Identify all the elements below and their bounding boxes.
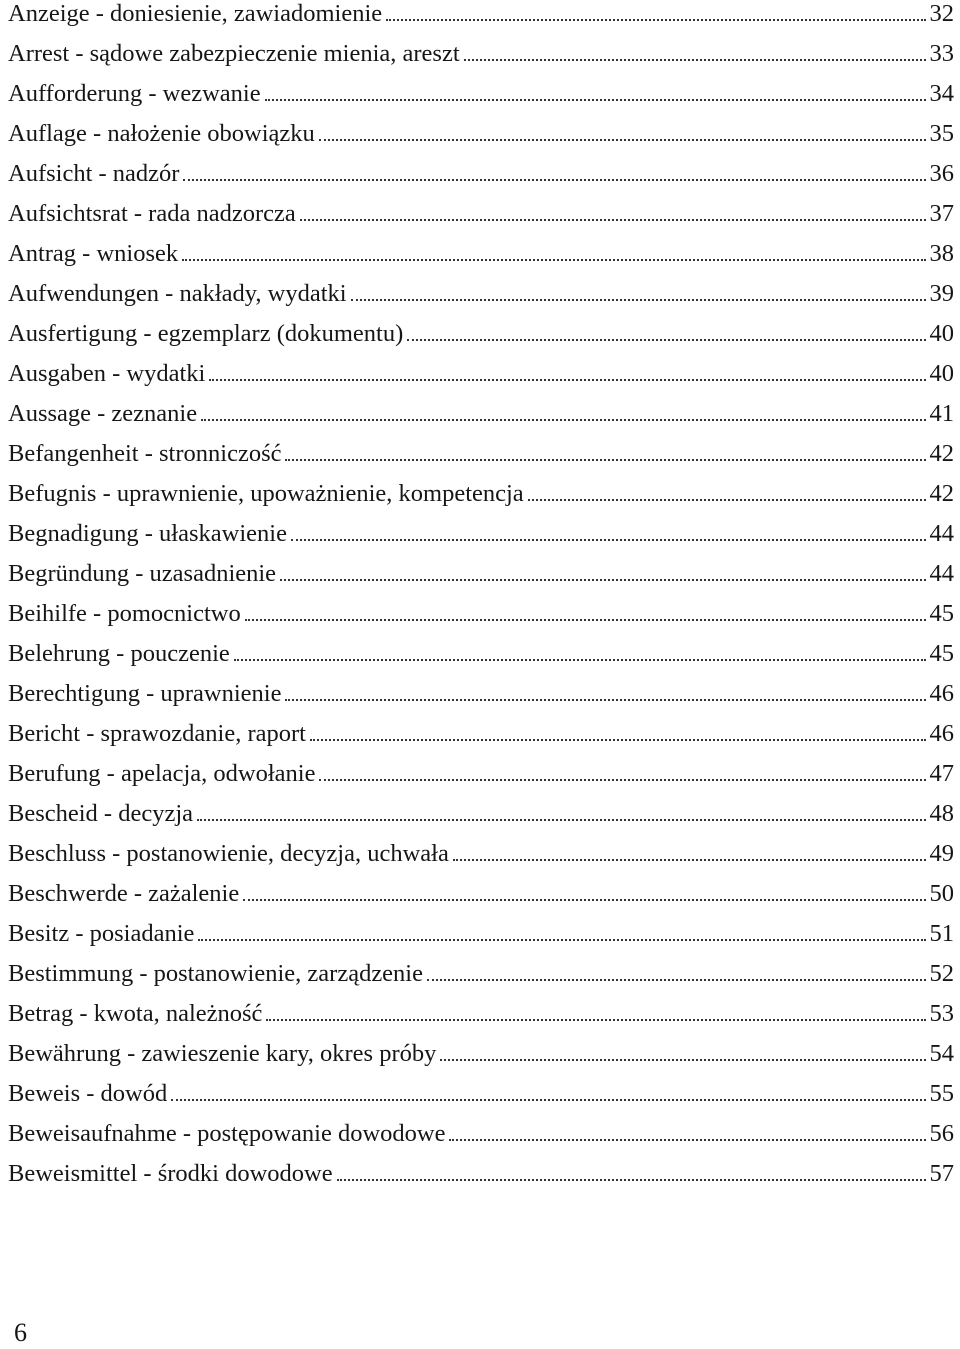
toc-entry xyxy=(8,520,954,560)
toc-entry xyxy=(8,720,954,760)
toc-entry xyxy=(8,880,954,920)
dot-leader xyxy=(171,1099,925,1101)
toc-entry-page-number: 45 xyxy=(929,600,954,627)
toc-entry xyxy=(8,400,954,440)
dot-leader xyxy=(234,659,926,661)
dot-leader xyxy=(280,579,925,581)
dot-leader xyxy=(319,779,925,781)
toc-entry-page-number: 41 xyxy=(929,400,954,427)
toc-entry xyxy=(8,280,954,320)
toc-entry xyxy=(8,1080,954,1120)
toc-entry-page-number: 47 xyxy=(929,760,954,787)
toc-entry-title: Besitz - posiadanie xyxy=(8,920,195,947)
dot-leader xyxy=(183,179,925,181)
dot-leader xyxy=(285,459,925,461)
toc-entry-page-number: 44 xyxy=(929,520,954,547)
toc-entry-title: Beweis - dowód xyxy=(8,1080,168,1107)
toc-entry-page-number: 51 xyxy=(929,920,954,947)
toc-entry-title: Befugnis - uprawnienie, upoważnienie, kompetencja xyxy=(8,480,524,507)
toc-entry-title: Anzeige - doniesienie, zawiadomienie xyxy=(8,0,383,27)
toc-entry xyxy=(8,760,954,800)
toc-entry-title: Betrag - kwota, należność xyxy=(8,1000,263,1027)
toc-entry-title: Bericht - sprawozdanie, raport xyxy=(8,720,306,747)
dot-leader xyxy=(209,379,925,381)
dot-leader xyxy=(440,1059,925,1061)
toc-entry xyxy=(8,80,954,120)
dot-leader xyxy=(528,499,926,501)
toc-entry xyxy=(8,800,954,840)
toc-entry xyxy=(8,240,954,280)
toc-entry xyxy=(8,480,954,520)
toc-entry-title: Beschwerde - zażalenie xyxy=(8,880,240,907)
toc-entry xyxy=(8,600,954,640)
toc-entry xyxy=(8,0,954,40)
dot-leader xyxy=(198,939,925,941)
toc-entry-page-number: 55 xyxy=(929,1080,954,1107)
toc-entry-page-number: 38 xyxy=(929,240,954,267)
dot-leader xyxy=(319,139,926,141)
toc-entry xyxy=(8,920,954,960)
toc-entry-title: Belehrung - pouczenie xyxy=(8,640,230,667)
toc-entry-title: Befangenheit - stronniczość xyxy=(8,440,282,467)
toc-entry-page-number: 42 xyxy=(929,440,954,467)
dot-leader xyxy=(449,1139,925,1141)
dot-leader xyxy=(427,979,926,981)
toc-entry-page-number: 34 xyxy=(929,80,954,107)
toc-entry xyxy=(8,1160,954,1200)
dot-leader xyxy=(285,699,925,701)
dot-leader xyxy=(243,899,925,901)
toc-entry xyxy=(8,680,954,720)
toc-entry-title: Beschluss - postanowienie, decyzja, uchwała xyxy=(8,840,449,867)
toc-entry-page-number: 37 xyxy=(929,200,954,227)
toc-entry-title: Berechtigung - uprawnienie xyxy=(8,680,282,707)
toc-entry xyxy=(8,640,954,680)
dot-leader xyxy=(386,19,925,21)
toc-entry-page-number: 42 xyxy=(929,480,954,507)
dot-leader xyxy=(351,299,926,301)
toc-entry-title: Begründung - uzasadnienie xyxy=(8,560,277,587)
toc-entry-page-number: 57 xyxy=(929,1160,954,1187)
dot-leader xyxy=(337,1179,926,1181)
toc-entry-page-number: 35 xyxy=(929,120,954,147)
toc-entry-page-number: 40 xyxy=(929,320,954,347)
toc-entry-page-number: 32 xyxy=(929,0,954,27)
toc-entry-title: Berufung - apelacja, odwołanie xyxy=(8,760,316,787)
toc-entry-title: Begnadigung - ułaskawienie xyxy=(8,520,287,547)
dot-leader xyxy=(201,419,925,421)
toc-entry xyxy=(8,1120,954,1160)
toc-entry xyxy=(8,960,954,1000)
toc-entry-page-number: 46 xyxy=(929,720,954,747)
dot-leader xyxy=(291,539,926,541)
dot-leader xyxy=(464,59,926,61)
toc-entry-title: Beweisaufnahme - postępowanie dowodowe xyxy=(8,1120,446,1147)
toc-entry-title: Aufsichtsrat - rada nadzorcza xyxy=(8,200,296,227)
toc-entry-page-number: 36 xyxy=(929,160,954,187)
dot-leader xyxy=(182,259,925,261)
toc-entry xyxy=(8,440,954,480)
toc-entry xyxy=(8,320,954,360)
toc-entry-page-number: 49 xyxy=(929,840,954,867)
toc-entry xyxy=(8,1040,954,1080)
toc-entry xyxy=(8,40,954,80)
toc-entry-page-number: 50 xyxy=(929,880,954,907)
dot-leader xyxy=(407,339,925,341)
dot-leader xyxy=(265,99,926,101)
table-of-contents xyxy=(8,0,954,1200)
toc-entry xyxy=(8,120,954,160)
toc-entry-page-number: 46 xyxy=(929,680,954,707)
toc-entry-title: Beweismittel - środki dowodowe xyxy=(8,1160,333,1187)
toc-entry-page-number: 33 xyxy=(929,40,954,67)
toc-entry-title: Bescheid - decyzja xyxy=(8,800,194,827)
toc-entry-page-number: 52 xyxy=(929,960,954,987)
page-number: 6 xyxy=(14,1318,27,1347)
toc-entry xyxy=(8,1000,954,1040)
toc-entry-title: Beihilfe - pomocnictwo xyxy=(8,600,241,627)
toc-entry-page-number: 44 xyxy=(929,560,954,587)
toc-entry-title: Auflage - nałożenie obowiązku xyxy=(8,120,315,147)
toc-entry-page-number: 40 xyxy=(929,360,954,387)
toc-entry-page-number: 53 xyxy=(929,1000,954,1027)
toc-entry-title: Aufwendungen - nakłady, wydatki xyxy=(8,280,347,307)
toc-entry-page-number: 39 xyxy=(929,280,954,307)
dot-leader xyxy=(197,819,925,821)
toc-entry-page-number: 48 xyxy=(929,800,954,827)
toc-entry-title: Bestimmung - postanowienie, zarządzenie xyxy=(8,960,423,987)
dot-leader xyxy=(245,619,926,621)
dot-leader xyxy=(310,739,926,741)
toc-entry-page-number: 45 xyxy=(929,640,954,667)
toc-entry xyxy=(8,160,954,200)
toc-entry-page-number: 56 xyxy=(929,1120,954,1147)
toc-entry-title: Aufforderung - wezwanie xyxy=(8,80,261,107)
dot-leader xyxy=(300,219,926,221)
toc-entry-title: Aufsicht - nadzór xyxy=(8,160,180,187)
toc-entry xyxy=(8,560,954,600)
dot-leader xyxy=(453,859,926,861)
toc-entry-title: Ausgaben - wydatki xyxy=(8,360,206,387)
toc-entry-title: Bewährung - zawieszenie kary, okres próby xyxy=(8,1040,437,1067)
dot-leader xyxy=(266,1019,925,1021)
toc-entry-title: Aussage - zeznanie xyxy=(8,400,198,427)
toc-entry-page-number: 54 xyxy=(929,1040,954,1067)
toc-entry-title: Arrest - sądowe zabezpieczenie mienia, areszt xyxy=(8,40,460,67)
toc-entry-title: Antrag - wniosek xyxy=(8,240,179,267)
toc-entry xyxy=(8,840,954,880)
toc-entry-title: Ausfertigung - egzemplarz (dokumentu) xyxy=(8,320,404,347)
toc-entry xyxy=(8,360,954,400)
toc-entry xyxy=(8,200,954,240)
